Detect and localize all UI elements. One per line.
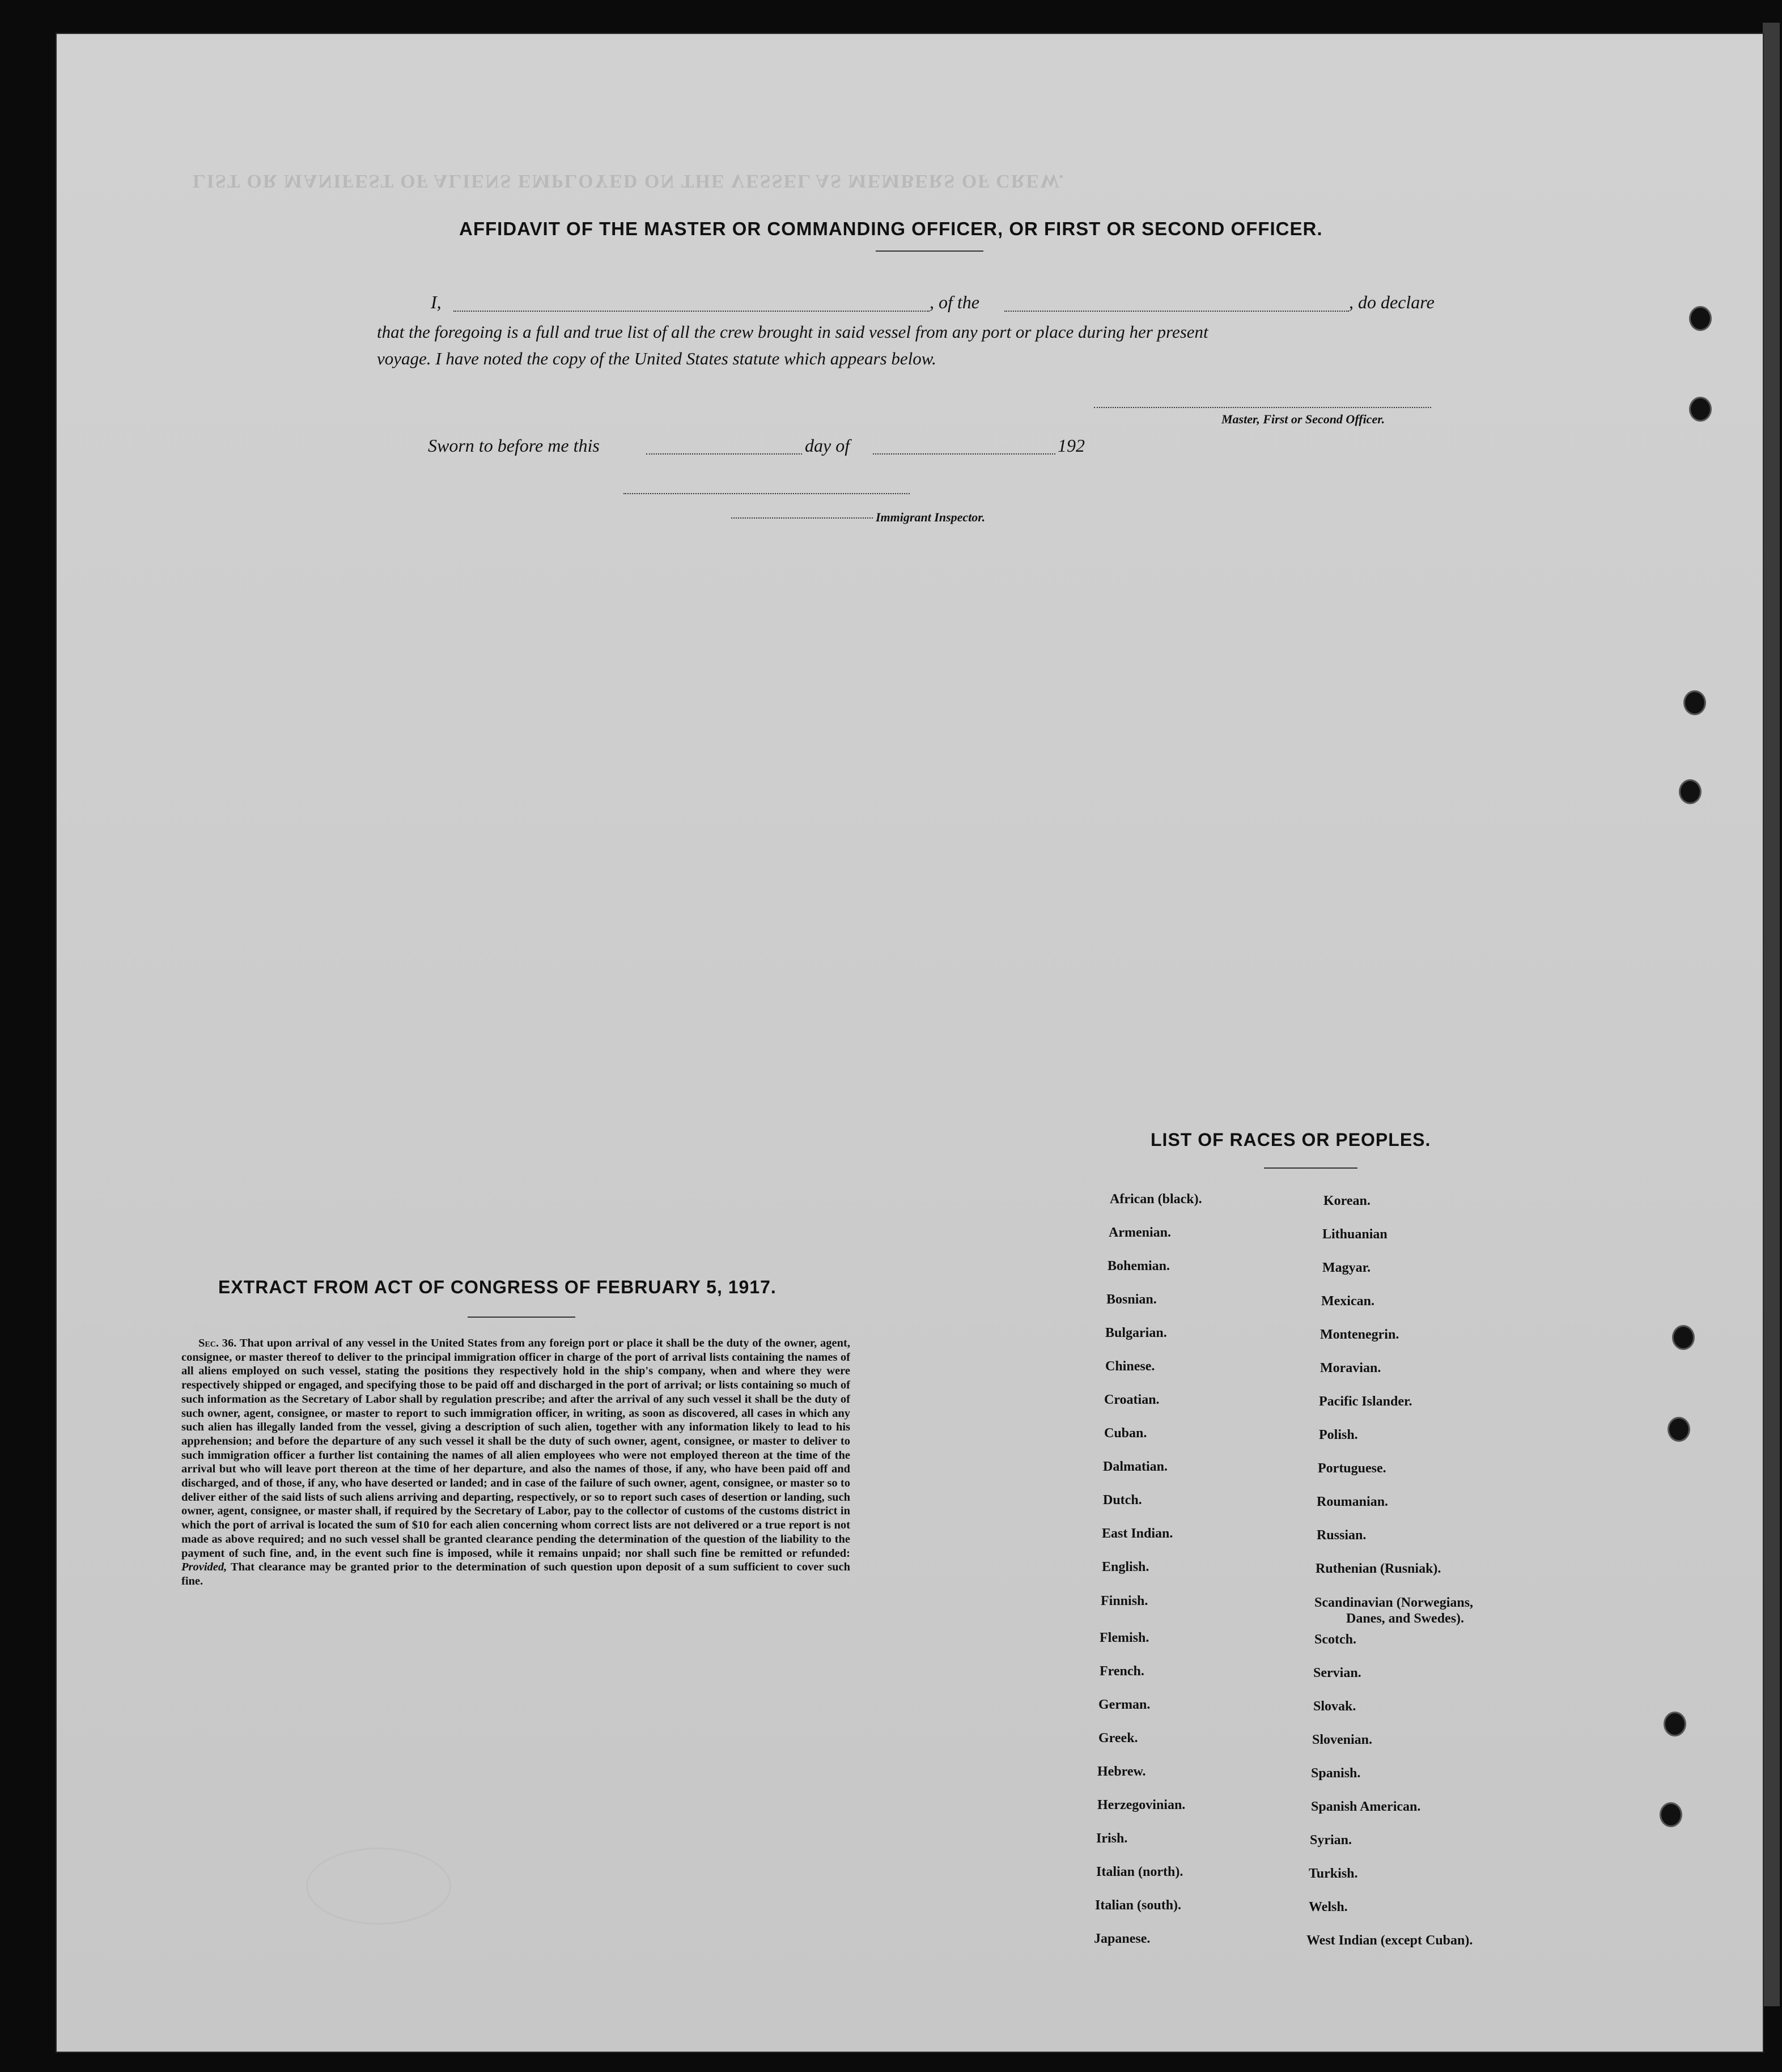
race-item: Russian. (1317, 1528, 1367, 1543)
extract-title-rule (468, 1317, 575, 1318)
race-item: Bohemian. (1108, 1259, 1170, 1273)
inspector-signature-line[interactable] (623, 493, 910, 494)
race-item: Lithuanian (1322, 1227, 1388, 1242)
races-title-rule (1264, 1167, 1357, 1169)
race-item: Moravian. (1320, 1361, 1381, 1375)
adjacent-page-edge (1763, 23, 1780, 2006)
extract-provided: Provided, (181, 1561, 227, 1574)
race-item: Italian (south). (1095, 1898, 1182, 1913)
race-item: Korean. (1323, 1194, 1371, 1208)
race-item: Flemish. (1100, 1631, 1149, 1645)
sworn-label: Sworn to before me this (428, 435, 600, 456)
race-item: Danes, and Swedes). (1346, 1611, 1465, 1626)
affidavit-line-3: voyage. I have noted the copy of the United States statute which appears below. (377, 349, 936, 368)
race-item: Polish. (1319, 1428, 1358, 1442)
race-item: Servian. (1313, 1666, 1361, 1680)
race-item: Spanish American. (1311, 1799, 1421, 1814)
race-item: Syrian. (1310, 1833, 1352, 1848)
affidavit-title: AFFIDAVIT OF THE MASTER OR COMMANDING OFFICER, OR FIRST OR SECOND OFFICER. (459, 218, 1323, 239)
officer-signature-line[interactable] (1094, 407, 1431, 408)
race-item: Mexican. (1321, 1294, 1374, 1309)
name-field[interactable] (453, 311, 930, 312)
binder-hole (1679, 779, 1702, 804)
section-number: Sec. 36. (198, 1337, 237, 1349)
binder-hole (1660, 1802, 1682, 1827)
race-item: Bosnian. (1106, 1292, 1157, 1307)
race-item: Dutch. (1103, 1493, 1142, 1508)
race-item: African (black). (1110, 1192, 1202, 1207)
race-item: Pacific Islander. (1319, 1394, 1412, 1409)
race-item: Scotch. (1314, 1632, 1356, 1647)
day-of-label: day of (805, 435, 850, 456)
race-item: West Indian (except Cuban). (1306, 1933, 1473, 1948)
race-item: Herzegovinian. (1097, 1798, 1186, 1812)
race-item: Armenian. (1109, 1225, 1171, 1240)
race-item: Slovak. (1313, 1699, 1356, 1714)
binder-hole (1689, 306, 1712, 331)
affidavit-of-the-label: , of the (930, 292, 979, 312)
race-item: Greek. (1098, 1731, 1138, 1746)
affidavit-i-label: I, (431, 292, 442, 312)
affidavit-line-2: that the foregoing is a full and true list of all the crew brought in said vessel from any port or place during her present (377, 322, 1208, 342)
race-item: Italian (north). (1096, 1865, 1183, 1879)
inspector-sub-line (731, 517, 873, 519)
race-item: Irish. (1096, 1831, 1128, 1846)
extract-body-start: That upon arrival of any vessel in the United States from any foreign port or place it shall be the duty of the owner, agent, consignee, or master thereof to deliver to the principal immigration officer in charge of the port of arrival lists containing the names of all aliens employed on such vessel, stating the positions they respectively hold in the ship's company, when and where they were respectively shipped or engaged, and specifying those to be paid off and discharged in the port of arrival; or lists containing so much of such information as the Secretary of Labor shall by regulation prescribe; and after the arrival of any such vessel it shall be the duty of such owner, agent, consignee, or master to report to such immigration officer, in writing, as soon as discovered, all cases in which any such alien has illegally landed from the vessel, giving a description of such alien, together with any information likely to lead to his apprehension; and before the departure of any such vessel it shall be the duty of such owner, agent, consignee, or master to deliver to such immigration officer a further list containing the names of all alien employees who were not employed thereon at the time of the arrival but who will leave port thereon at the time of her departure, and also the names of those, if any, who have been paid off and discharged, and of those, if any, who have deserted or landed; and in case of the failure of such owner, agent, consignee, or master so to deliver either of the said lists of such aliens arriving and departing, respectively, or so to report such cases of desertion or landing, such owner, agent, consignee, or master shall, if required by the Secretary of Labor, pay to the collector of customs of the customs district in which the port of arrival is located the sum of $10 for each alien concerning whom correct lists are not delivered or a true report is not made as above required; and no such vessel shall be granted clearance pending the determination of the question of the liability to the payment of such fine, and, in the event such fine is imposed, while it remains unpaid; nor shall such fine be remitted or refunded: (181, 1337, 850, 1560)
faint-stamp (306, 1848, 451, 1925)
race-item: Montenegrin. (1320, 1327, 1399, 1342)
affidavit-declare-label: , do declare (1349, 292, 1435, 312)
race-item: Japanese. (1094, 1931, 1151, 1946)
race-item: Slovenian. (1312, 1733, 1373, 1747)
binder-hole (1683, 690, 1706, 715)
race-item: Ruthenian (Rusniak). (1316, 1561, 1441, 1576)
race-item: Turkish. (1309, 1866, 1358, 1881)
vessel-field[interactable] (1004, 311, 1349, 312)
race-item: Croatian. (1104, 1392, 1160, 1407)
race-item: Bulgarian. (1105, 1326, 1167, 1340)
binder-hole (1664, 1712, 1686, 1736)
sworn-month-field[interactable] (873, 453, 1055, 455)
race-item: French. (1100, 1664, 1144, 1679)
year-label: 192 (1058, 435, 1085, 456)
race-item: Dalmatian. (1103, 1459, 1168, 1474)
race-item: Portuguese. (1318, 1461, 1386, 1476)
sworn-day-field[interactable] (646, 453, 802, 455)
extract-title: EXTRACT FROM ACT OF CONGRESS OF FEBRUARY 5, 1917. (218, 1277, 777, 1297)
bleed-through-text: LIST OR MANIFEST OF ALIENS EMPLOYED ON THE VESSEL AS MEMBERS OF CREW. (193, 171, 1065, 192)
race-item: English. (1102, 1560, 1149, 1574)
race-item: Magyar. (1322, 1260, 1371, 1275)
race-item: Hebrew. (1097, 1764, 1146, 1779)
races-title: LIST OF RACES OR PEOPLES. (1151, 1130, 1431, 1150)
extract-body-end: That clearance may be granted prior to the determination of such question upon deposit of a sum sufficient to cover such fine. (181, 1561, 850, 1587)
race-item: Cuban. (1104, 1426, 1147, 1441)
race-item: Chinese. (1105, 1359, 1155, 1374)
binder-hole (1689, 397, 1712, 422)
race-item: East Indian. (1102, 1526, 1173, 1541)
race-item: German. (1098, 1697, 1151, 1712)
race-item: Finnish. (1101, 1594, 1148, 1608)
race-item: Roumanian. (1317, 1494, 1389, 1509)
race-item: Scandinavian (Norwegians, (1314, 1595, 1474, 1610)
binder-hole (1668, 1417, 1690, 1442)
inspector-label: Immigrant Inspector. (876, 510, 986, 524)
extract-body (181, 1336, 850, 1589)
race-item: Spanish. (1311, 1766, 1361, 1781)
race-item: Welsh. (1309, 1900, 1348, 1914)
officer-signature-label: Master, First or Second Officer. (1221, 412, 1385, 426)
affidavit-title-rule (876, 250, 983, 252)
binder-hole (1672, 1325, 1695, 1350)
